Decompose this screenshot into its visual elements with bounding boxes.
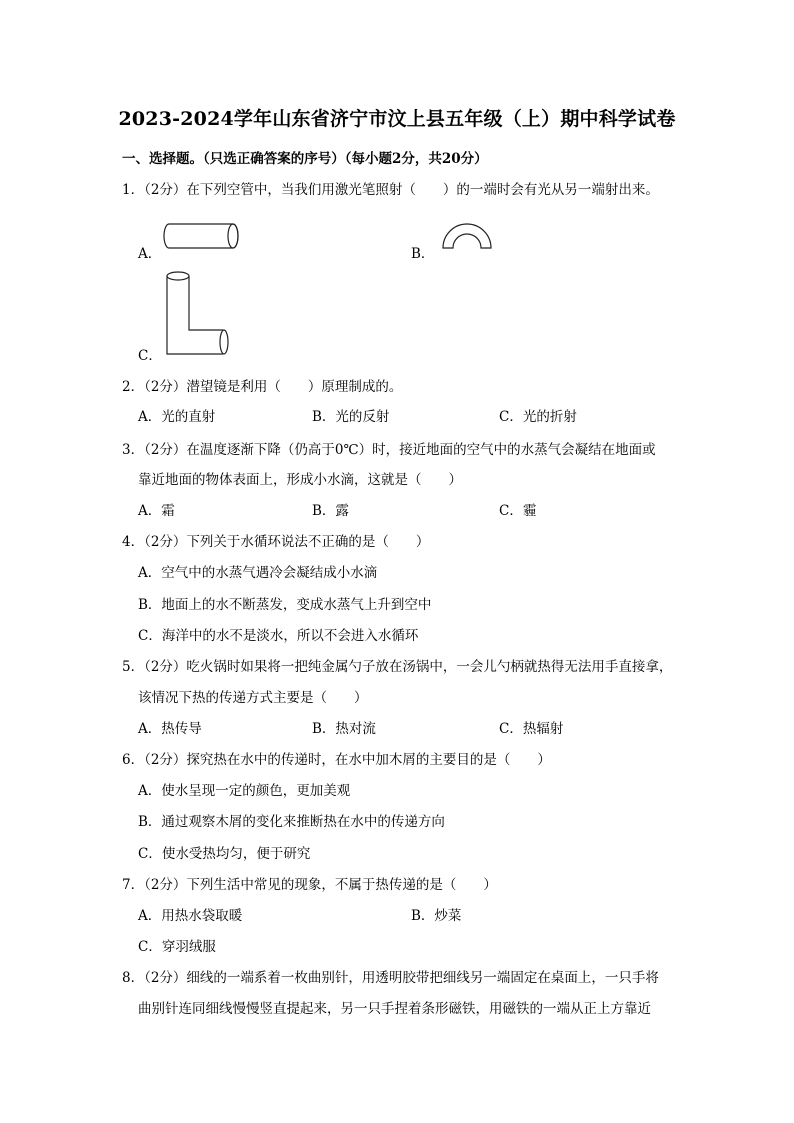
question-3-stem-line-2: 靠近地面的物体表面上，形成小水滴，这就是（ ）	[138, 472, 462, 488]
question-6-stem: 6．（2分）探究热在水中的传递时，在水中加木屑的主要目的是（ ）	[122, 752, 551, 768]
bent-tube-figure	[163, 268, 233, 358]
question-5-stem-line-1: 5．（2分）吃火锅时如果将一把纯金属勺子放在汤锅中，一会儿勺柄就热得无法用手直接拿，	[122, 659, 673, 675]
question-2-option-a: A．光的直射	[138, 409, 216, 425]
question-7-stem: 7．（2分）下列生活中常见的现象，不属于热传递的是（ ）	[122, 877, 497, 893]
question-1-option-c: C．	[138, 348, 162, 364]
question-5-option-b: B．热对流	[312, 721, 376, 737]
question-4-stem: 4．（2分）下列关于水循环说法不正确的是（ ）	[122, 534, 430, 550]
question-1-option-a: A．	[138, 246, 162, 262]
arch-tube-figure	[441, 206, 493, 250]
straight-tube-figure	[163, 222, 239, 252]
question-3-stem-line-1: 3．（2分）在温度逐渐下降（仍高于0℃）时，接近地面的空气中的水蒸气会凝结在地面或	[122, 442, 656, 458]
question-6-option-b: B．通过观察木屑的变化来推断热在水中的传递方向	[138, 814, 445, 830]
question-3-option-c: C．霾	[499, 503, 537, 519]
question-5-stem-line-2: 该情况下热的传递方式主要是（ ）	[138, 690, 368, 706]
question-2-stem: 2．（2分）潜望镜是利用（ ）原理制成的。	[122, 379, 403, 395]
question-7-option-c: C．穿羽绒服	[138, 939, 216, 955]
question-1-option-b: B．	[411, 246, 435, 262]
question-5-option-c: C．热辐射	[499, 721, 564, 737]
question-4-option-c: C．海洋中的水不是淡水，所以不会进入水循环	[138, 628, 419, 644]
question-4-option-a: A．空气中的水蒸气遇冷会凝结成小水滴	[138, 565, 378, 581]
question-3-option-a: A．霜	[138, 503, 175, 519]
question-2-option-b: B．光的反射	[312, 409, 390, 425]
question-7-option-b: B．炒菜	[411, 908, 462, 924]
page-title: 2023-2024学年山东省济宁市汶上县五年级（上）期中科学试卷	[118, 108, 676, 130]
question-3-option-b: B．露	[312, 503, 349, 519]
question-6-option-c: C．使水受热均匀，便于研究	[138, 846, 311, 862]
question-2-option-c: C．光的折射	[499, 409, 577, 425]
question-7-option-a: A．用热水袋取暖	[138, 908, 243, 924]
question-6-option-a: A．使水呈现一定的颜色，更加美观	[138, 783, 351, 799]
section-heading: 一、选择题。（只选正确答案的序号）（每小题2分，共20分）	[122, 151, 488, 167]
question-5-option-a: A．热传导	[138, 721, 202, 737]
question-1-stem: 1．（2分）在下列空管中，当我们用激光笔照射（ ）的一端时会有光从另一端射出来。	[122, 182, 659, 198]
question-8-stem-line-2: 曲别针连同细线慢慢竖直提起来，另一只手捏着条形磁铁，用磁铁的一端从正上方靠近	[138, 1001, 651, 1017]
question-4-option-b: B．地面上的水不断蒸发，变成水蒸气上升到空中	[138, 597, 432, 613]
question-8-stem-line-1: 8．（2分）细线的一端系着一枚曲别针，用透明胶带把细线另一端固定在桌面上，一只手将	[122, 970, 659, 986]
